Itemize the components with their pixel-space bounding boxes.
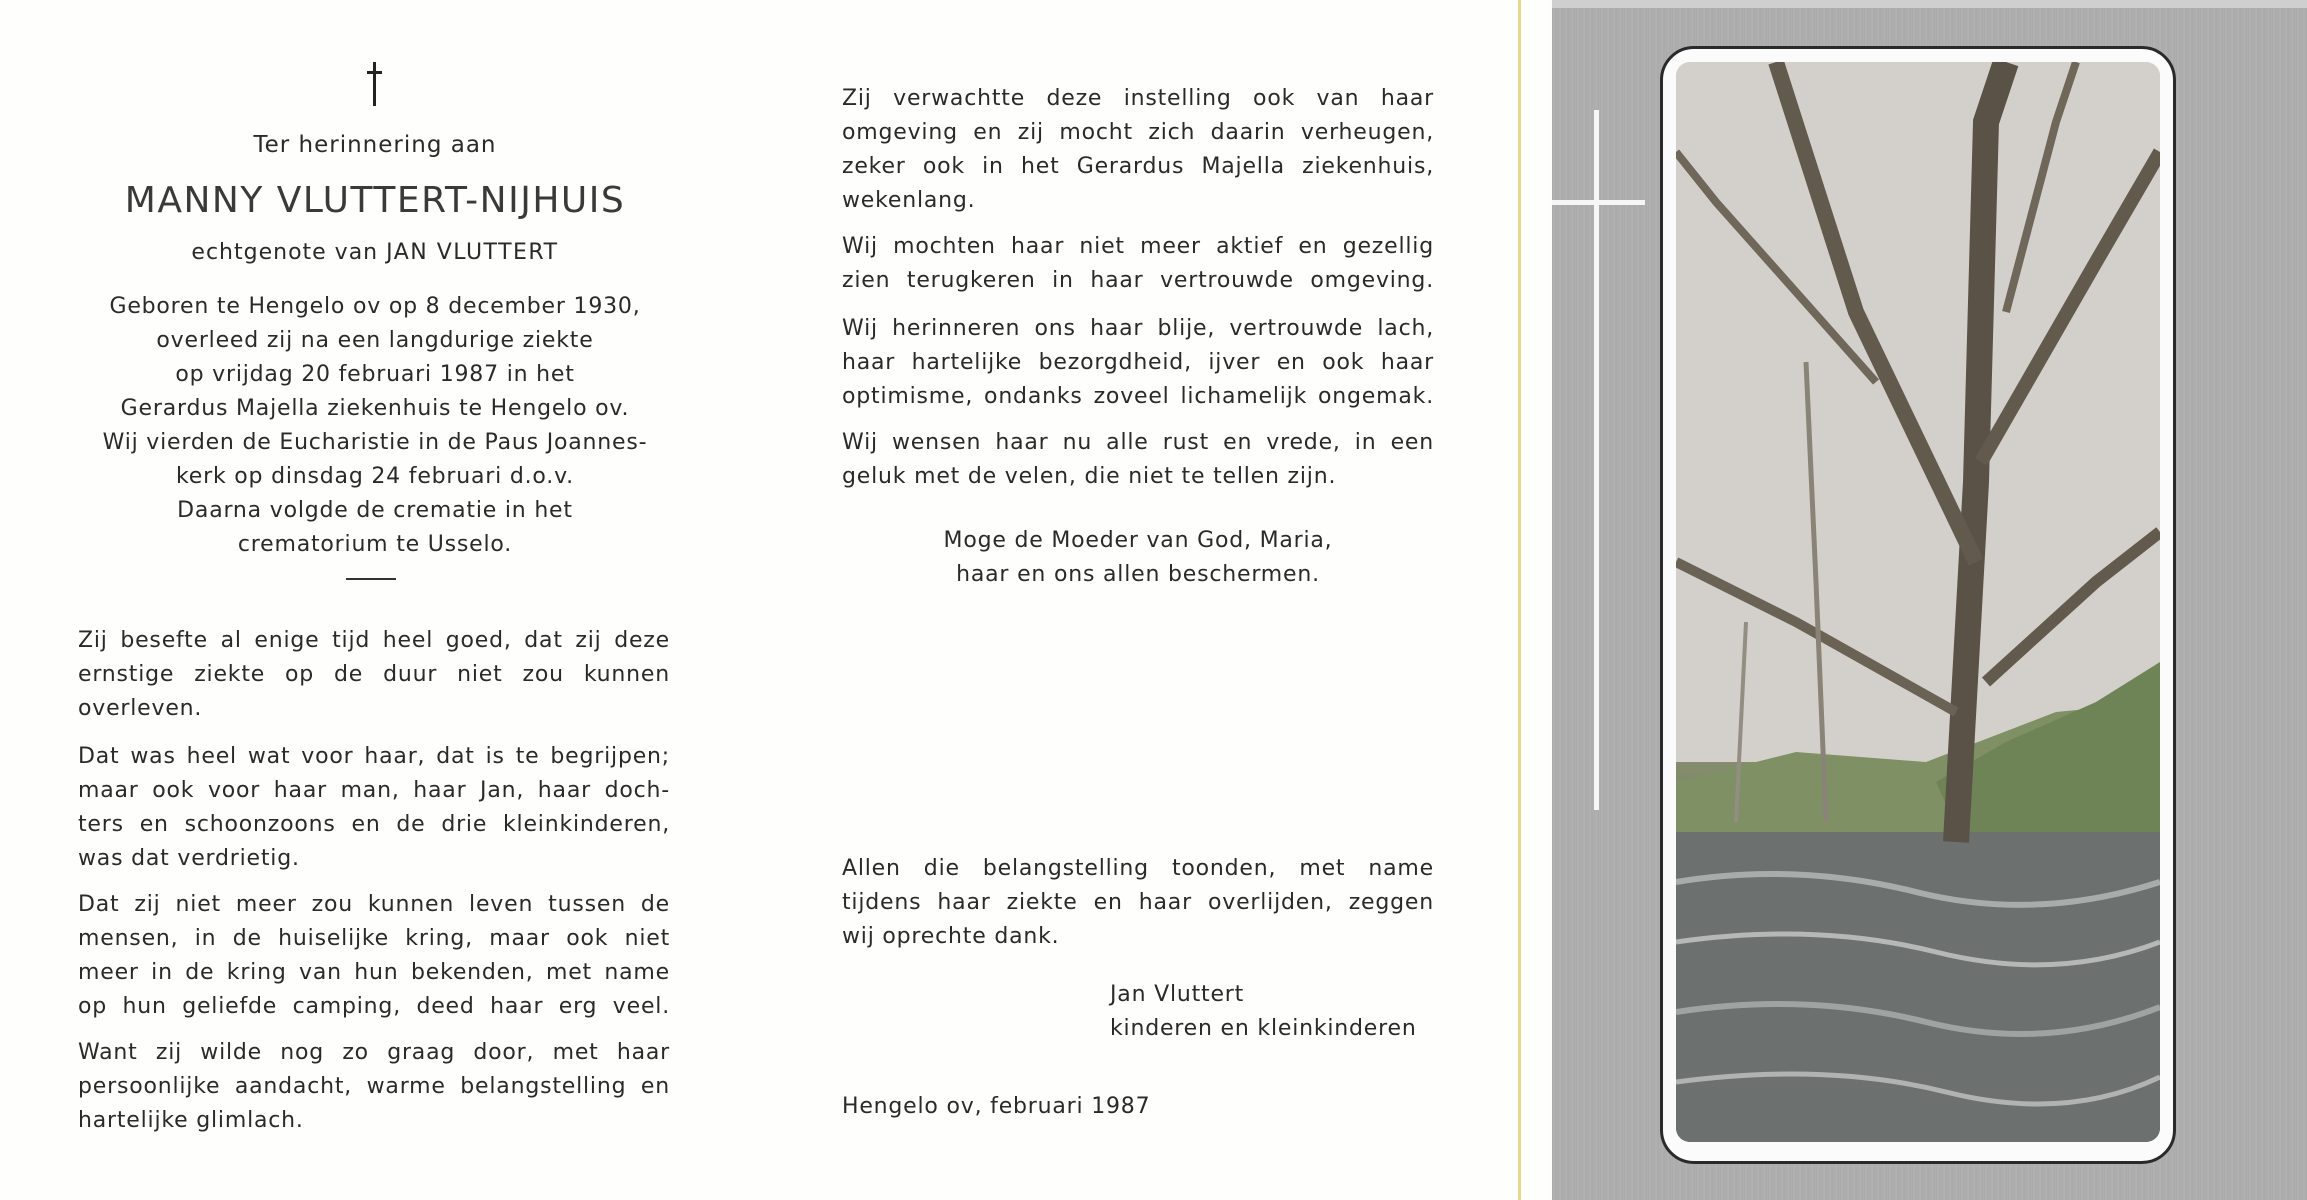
bio-line: kerk op dinsdag 24 februari d.o.v. bbox=[176, 464, 574, 489]
prayer bbox=[842, 524, 1434, 592]
paragraph-line: wekenlang. bbox=[842, 188, 976, 213]
fold-line bbox=[1518, 0, 1521, 1200]
bio-line: crematorium te Usselo. bbox=[237, 532, 513, 557]
paragraph bbox=[78, 740, 670, 876]
deceased-name: MANNY VLUTTERT-NIJHUIS bbox=[124, 180, 626, 221]
white-cross-vertical bbox=[1594, 110, 1599, 810]
paragraph bbox=[78, 624, 670, 726]
paragraph bbox=[78, 888, 670, 1024]
paragraph-line: optimisme, ondanks zoveel lichamelijk ongemak. bbox=[842, 384, 1434, 409]
bio-line: Wij vierden de Eucharistie in de Paus Joannes- bbox=[102, 430, 648, 455]
paragraph-line: Wij herinneren ons haar blije, vertrouwde lach, bbox=[842, 316, 1434, 341]
thanks-line: wij oprechte dank. bbox=[842, 924, 1060, 949]
paragraph bbox=[842, 230, 1434, 298]
paragraph bbox=[842, 312, 1434, 414]
biography bbox=[60, 290, 690, 562]
paragraph-line: hartelijke glimlach. bbox=[78, 1108, 304, 1133]
thanks-paragraph bbox=[842, 852, 1434, 954]
paragraph-line: ters en schoonzoons en de drie kleinkinderen, bbox=[78, 812, 670, 837]
place-date: Hengelo ov, februari 1987 bbox=[842, 1094, 1151, 1119]
paragraph-line: haar hartelijke bezorgdheid, ijver en ook haar bbox=[842, 350, 1434, 375]
paragraph-line: Wij wensen haar nu alle rust en vrede, in een bbox=[842, 430, 1434, 455]
intro-text: Ter herinnering aan bbox=[253, 132, 497, 158]
thanks-line: Allen die belangstelling toonden, met name bbox=[842, 856, 1434, 881]
paragraph-line: Want zij wilde nog zo graag door, met haar bbox=[78, 1040, 670, 1065]
paragraph bbox=[78, 1036, 670, 1138]
paragraph-line: overleven. bbox=[78, 696, 203, 721]
paragraph-line: Dat zij niet meer zou kunnen leven tussen de bbox=[78, 892, 670, 917]
paragraph-line: zeker ook in het Gerardus Majella ziekenhuis, bbox=[842, 154, 1434, 179]
signature-line: Jan Vluttert bbox=[1110, 982, 1245, 1007]
bio-line: Gerardus Majella ziekenhuis te Hengelo ov. bbox=[120, 396, 630, 421]
prayer-line: Moge de Moeder van God, Maria, bbox=[943, 528, 1333, 553]
cross-icon bbox=[365, 62, 383, 106]
paragraph-line: zien terugkeren in haar vertrouwde omgeving. bbox=[842, 268, 1434, 293]
spouse-prefix: echtgenote van bbox=[191, 240, 379, 265]
bio-line: op vrijdag 20 februari 1987 in het bbox=[175, 362, 575, 387]
paragraph-line: maar ook voor haar man, haar Jan, haar doch- bbox=[78, 778, 670, 803]
separator-line bbox=[346, 578, 396, 580]
paragraph-line: op hun geliefde camping, deed haar erg veel. bbox=[78, 994, 670, 1019]
paragraph-line: was dat verdrietig. bbox=[78, 846, 300, 871]
paragraph bbox=[842, 82, 1434, 218]
signature-line: kinderen en kleinkinderen bbox=[1110, 1016, 1417, 1041]
panel-top-edge bbox=[1552, 0, 2307, 8]
signature bbox=[1110, 978, 1417, 1046]
thanks-line: tijdens haar ziekte en haar overlijden, zeggen bbox=[842, 890, 1434, 915]
paragraph bbox=[842, 426, 1434, 494]
paragraph-line: Zij besefte al enige tijd heel goed, dat zij deze bbox=[78, 628, 670, 653]
paragraph-line: geluk met de velen, die niet te tellen zijn. bbox=[842, 464, 1337, 489]
white-cross-horizontal bbox=[1552, 200, 1645, 205]
paragraph-line: Dat was heel wat voor haar, dat is te begrijpen; bbox=[78, 744, 670, 769]
paragraph-line: Wij mochten haar niet meer aktief en gezellig bbox=[842, 234, 1434, 259]
prayer-line: haar en ons allen beschermen. bbox=[956, 562, 1320, 587]
paragraph-line: ernstige ziekte op de duur niet zou kunnen bbox=[78, 662, 670, 687]
spouse-name: JAN VLUTTERT bbox=[386, 240, 559, 265]
bio-line: overleed zij na een langdurige ziekte bbox=[156, 328, 594, 353]
bio-line: Geboren te Hengelo ov op 8 december 1930, bbox=[109, 294, 641, 319]
spouse-line bbox=[150, 240, 600, 265]
paragraph-line: meer in de kring van hun bekenden, met name bbox=[78, 960, 670, 985]
river-trees-photo bbox=[1676, 62, 2160, 1142]
bio-line: Daarna volgde de crematie in het bbox=[177, 498, 573, 523]
paragraph-line: omgeving en zij mocht zich daarin verheugen, bbox=[842, 120, 1434, 145]
paragraph-line: mensen, in de huiselijke kring, maar ook niet bbox=[78, 926, 670, 951]
paragraph-line: persoonlijke aandacht, warme belangstelling en bbox=[78, 1074, 670, 1099]
paragraph-line: Zij verwachtte deze instelling ook van haar bbox=[842, 86, 1434, 111]
